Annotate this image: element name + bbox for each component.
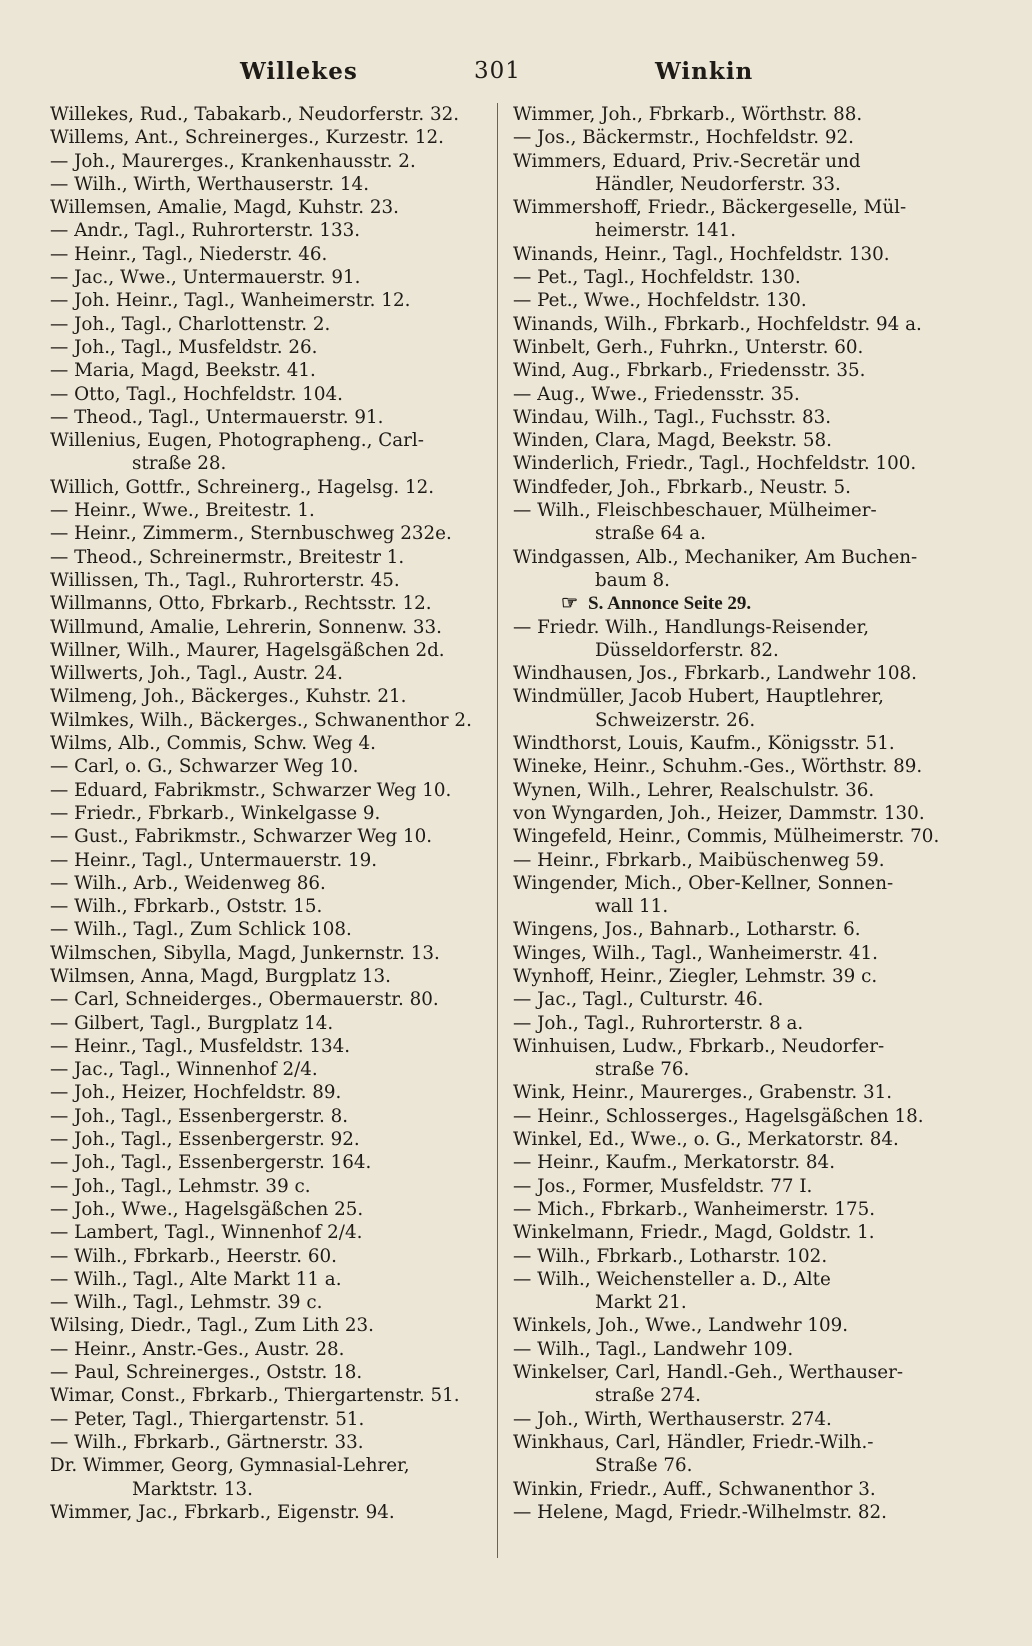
directory-entry: Wink, Heinr., Maurerges., Grabenstr. 31. xyxy=(513,1082,893,1104)
directory-entry: Willems, Ant., Schreinerges., Kurzestr. 12. xyxy=(50,127,444,149)
directory-entry: — Heinr., Fbrkarb., Maibüschenweg 59. xyxy=(513,849,885,871)
directory-entry: — Wilh., Weichensteller a. D., Alte xyxy=(513,1268,831,1290)
directory-entry-continuation: straße 28. xyxy=(132,453,227,475)
directory-entry: — Andr., Tagl., Ruhrorterstr. 133. xyxy=(50,220,361,242)
directory-entry: — Joh., Tagl., Charlottenstr. 2. xyxy=(50,313,331,335)
directory-entry: — Joh., Heizer, Hochfeldstr. 89. xyxy=(50,1082,342,1104)
directory-entry: — Wilh., Fbrkarb., Heerstr. 60. xyxy=(50,1245,337,1267)
directory-entry-continuation: Straße 76. xyxy=(595,1455,693,1477)
directory-entry: — Friedr. Wilh., Handlungs-Reisender, xyxy=(513,616,870,638)
directory-entry-continuation: wall 11. xyxy=(595,896,669,918)
directory-entry: Windthorst, Louis, Kaufm., Königsstr. 51. xyxy=(513,733,895,755)
directory-entry: Willekes, Rud., Tabakarb., Neudorferstr. 32. xyxy=(50,104,460,125)
directory-entry: — Otto, Tagl., Hochfeldstr. 104. xyxy=(50,383,343,405)
directory-entry: Willwerts, Joh., Tagl., Austr. 24. xyxy=(50,663,343,685)
directory-entry: Windau, Wilh., Tagl., Fuchsstr. 83. xyxy=(513,406,832,428)
directory-entry: Wimmer, Jac., Fbrkarb., Eigenstr. 94. xyxy=(50,1501,395,1523)
directory-entry: — Wilh., Wirth, Werthauserstr. 14. xyxy=(50,173,370,195)
directory-entry: Winkels, Joh., Wwe., Landwehr 109. xyxy=(513,1315,849,1337)
directory-entry: Willmanns, Otto, Fbrkarb., Rechtsstr. 12. xyxy=(50,593,432,615)
directory-entry: — Joh., Tagl., Lehmstr. 39 c. xyxy=(50,1175,311,1197)
directory-entry: — Wilh., Tagl., Landwehr 109. xyxy=(513,1338,794,1360)
directory-entry: — Lambert, Tagl., Winnenhof 2/4. xyxy=(50,1222,363,1244)
directory-entry: — Joh., Wirth, Werthauserstr. 274. xyxy=(513,1408,832,1430)
directory-entry: — Heinr., Tagl., Musfeldstr. 134. xyxy=(50,1035,351,1057)
directory-entry-continuation: heimerstr. 141. xyxy=(595,220,737,242)
directory-entry: Winbelt, Gerh., Fuhrkn., Unterstr. 60. xyxy=(513,336,864,358)
directory-entry: — Jac., Tagl., Winnenhof 2/4. xyxy=(50,1059,318,1081)
directory-entry: Wilmschen, Sibylla, Magd, Junkernstr. 13. xyxy=(50,942,440,964)
directory-entry: Windgassen, Alb., Mechaniker, Am Buchen- xyxy=(513,546,918,568)
directory-entry: — Heinr., Zimmerm., Sternbuschweg 232e. xyxy=(50,523,452,545)
directory-entry: Wind, Aug., Fbrkarb., Friedensstr. 35. xyxy=(513,360,866,382)
directory-entry: — Wilh., Fbrkarb., Lotharstr. 102. xyxy=(513,1245,828,1267)
directory-entry: — Gilbert, Tagl., Burgplatz 14. xyxy=(50,1012,334,1034)
directory-entry: — Paul, Schreinerges., Oststr. 18. xyxy=(50,1362,363,1384)
directory-entry: Willemsen, Amalie, Magd, Kuhstr. 23. xyxy=(50,197,399,219)
directory-entry: Willmund, Amalie, Lehrerin, Sonnenw. 33. xyxy=(50,616,442,638)
directory-entry: — Heinr., Schlosserges., Hagelsgäßchen 18. xyxy=(513,1105,924,1127)
right-column xyxy=(513,103,953,1524)
directory-entry: — Heinr., Kaufm., Merkatorstr. 84. xyxy=(513,1152,835,1174)
directory-entry: — Wilh., Fleischbeschauer, Mülheimer- xyxy=(513,500,877,522)
directory-entry: Winhuisen, Ludw., Fbrkarb., Neudorfer- xyxy=(513,1035,885,1057)
annonce-reference xyxy=(513,592,953,615)
directory-entry: Willner, Wilh., Maurer, Hagelsgäßchen 2d. xyxy=(50,639,445,661)
directory-entry: — Friedr., Fbrkarb., Winkelgasse 9. xyxy=(50,802,381,824)
directory-entry: — Joh., Tagl., Essenbergerstr. 8. xyxy=(50,1105,349,1127)
directory-entry: — Maria, Magd, Beekstr. 41. xyxy=(50,360,316,382)
directory-entry: — Joh., Wwe., Hagelsgäßchen 25. xyxy=(50,1198,364,1220)
page-number: 301 xyxy=(474,58,521,84)
directory-entry: — Heinr., Tagl., Untermauerstr. 19. xyxy=(50,849,378,871)
directory-entry: — Helene, Magd, Friedr.-Wilhelmstr. 82. xyxy=(513,1501,887,1523)
directory-entry: — Wilh., Tagl., Lehmstr. 39 c. xyxy=(50,1292,323,1314)
directory-entry: — Theod., Schreinermstr., Breitestr 1. xyxy=(50,546,405,568)
directory-entry: Wilmkes, Wilh., Bäckerges., Schwanenthor 2. xyxy=(50,709,472,731)
annonce-text: S. Annonce Seite 29. xyxy=(588,593,752,615)
directory-entry: Winands, Wilh., Fbrkarb., Hochfeldstr. 94 a. xyxy=(513,313,922,335)
directory-entry: — Pet., Wwe., Hochfeldstr. 130. xyxy=(513,290,807,312)
directory-entry: — Jac., Tagl., Culturstr. 46. xyxy=(513,989,764,1011)
directory-entry: Windmüller, Jacob Hubert, Hauptlehrer, xyxy=(513,686,884,708)
directory-entry: Wilms, Alb., Commis, Schw. Weg 4. xyxy=(50,733,376,755)
directory-entry: Dr. Wimmer, Georg, Gymnasial-Lehrer, xyxy=(50,1455,410,1477)
pointing-hand-icon: ☞ xyxy=(561,593,579,615)
directory-entry: — Pet., Tagl., Hochfeldstr. 130. xyxy=(513,267,801,289)
directory-entry: — Joh., Tagl., Musfeldstr. 26. xyxy=(50,336,318,358)
directory-entry-continuation: straße 64 a. xyxy=(595,523,706,545)
directory-entry: — Jac., Wwe., Untermauerstr. 91. xyxy=(50,267,361,289)
header-last-entry: Winkin xyxy=(655,58,754,85)
directory-entry: — Joh., Tagl., Essenbergerstr. 92. xyxy=(50,1129,360,1151)
directory-entry: — Wilh., Fbrkarb., Oststr. 15. xyxy=(50,896,323,918)
directory-entry: — Peter, Tagl., Thiergartenstr. 51. xyxy=(50,1408,365,1430)
directory-entry: — Wilh., Arb., Weidenweg 86. xyxy=(50,872,326,894)
directory-entry: — Joh., Maurerges., Krankenhausstr. 2. xyxy=(50,150,416,172)
directory-entry: Wilsing, Diedr., Tagl., Zum Lith 23. xyxy=(50,1315,374,1337)
directory-entry: Willissen, Th., Tagl., Ruhrorterstr. 45. xyxy=(50,569,400,591)
directory-entry: Winkel, Ed., Wwe., o. G., Merkatorstr. 84. xyxy=(513,1129,899,1151)
directory-entry-continuation: straße 76. xyxy=(595,1059,690,1081)
directory-entry: — Heinr., Anstr.-Ges., Austr. 28. xyxy=(50,1338,345,1360)
directory-entry: Willenius, Eugen, Photographeng., Carl- xyxy=(50,430,424,452)
directory-entry: — Aug., Wwe., Friedensstr. 35. xyxy=(513,383,800,405)
directory-entry: Wilmsen, Anna, Magd, Burgplatz 13. xyxy=(50,965,391,987)
directory-entry: — Carl, Schneiderges., Obermauerstr. 80. xyxy=(50,989,439,1011)
directory-entry: Wingens, Jos., Bahnarb., Lotharstr. 6. xyxy=(513,919,861,941)
directory-entry-continuation: Händler, Neudorferstr. 33. xyxy=(595,173,841,195)
directory-entry: von Wyngarden, Joh., Heizer, Dammstr. 130. xyxy=(513,802,925,824)
directory-entry: Wilmeng, Joh., Bäckerges., Kuhstr. 21. xyxy=(50,686,407,708)
directory-entry: — Heinr., Tagl., Niederstr. 46. xyxy=(50,243,328,265)
directory-entry: — Joh., Tagl., Essenbergerstr. 164. xyxy=(50,1152,372,1174)
left-column xyxy=(50,103,490,1524)
directory-entry: — Gust., Fabrikmstr., Schwarzer Weg 10. xyxy=(50,826,433,848)
directory-entry: Wineke, Heinr., Schuhm.-Ges., Wörthstr. 89. xyxy=(513,756,923,778)
directory-entry: Winderlich, Friedr., Tagl., Hochfeldstr. 100. xyxy=(513,453,917,475)
directory-entry: Wingefeld, Heinr., Commis, Mülheimerstr. 70. xyxy=(513,826,940,848)
directory-entry: Winkhaus, Carl, Händler, Friedr.-Wilh.- xyxy=(513,1431,874,1453)
directory-entry: — Joh. Heinr., Tagl., Wanheimerstr. 12. xyxy=(50,290,411,312)
directory-entry: Winands, Heinr., Tagl., Hochfeldstr. 130. xyxy=(513,243,890,265)
directory-entry: Wimmershoff, Friedr., Bäckergeselle, Mül- xyxy=(513,197,907,219)
directory-entry-continuation: baum 8. xyxy=(595,569,670,591)
directory-entry: — Theod., Tagl., Untermauerstr. 91. xyxy=(50,406,384,428)
directory-entry: — Joh., Tagl., Ruhrorterstr. 8 a. xyxy=(513,1012,804,1034)
directory-entry-continuation: Düsseldorferstr. 82. xyxy=(595,639,779,661)
header-first-entry: Willekes xyxy=(240,58,358,85)
directory-entry: Wimar, Const., Fbrkarb., Thiergartenstr. 51. xyxy=(50,1385,460,1407)
directory-entry: — Heinr., Wwe., Breitestr. 1. xyxy=(50,500,315,522)
directory-entry: — Mich., Fbrkarb., Wanheimerstr. 175. xyxy=(513,1198,876,1220)
directory-entry: — Wilh., Tagl., Zum Schlick 108. xyxy=(50,919,352,941)
directory-entry: Wimmer, Joh., Fbrkarb., Wörthstr. 88. xyxy=(513,104,863,125)
directory-entry: Winkelmann, Friedr., Magd, Goldstr. 1. xyxy=(513,1222,875,1244)
directory-entry: Willich, Gottfr., Schreinerg., Hagelsg. 12. xyxy=(50,476,435,498)
directory-entry: — Carl, o. G., Schwarzer Weg 10. xyxy=(50,756,359,778)
directory-entry: Winkin, Friedr., Auff., Schwanenthor 3. xyxy=(513,1478,876,1500)
directory-entry-continuation: Markt 21. xyxy=(595,1292,687,1314)
directory-entry: — Jos., Former, Musfeldstr. 77 I. xyxy=(513,1175,813,1197)
directory-entry-continuation: straße 274. xyxy=(595,1385,701,1407)
directory-entry: Winkelser, Carl, Handl.-Geh., Werthauser- xyxy=(513,1362,904,1384)
directory-entry: Windhausen, Jos., Fbrkarb., Landwehr 108. xyxy=(513,663,917,685)
directory-entry: — Wilh., Tagl., Alte Markt 11 a. xyxy=(50,1268,342,1290)
directory-entry-continuation: Marktstr. 13. xyxy=(132,1478,253,1500)
directory-entry: Wimmers, Eduard, Priv.-Secretär und xyxy=(513,150,861,172)
directory-entry: Wingender, Mich., Ober-Kellner, Sonnen- xyxy=(513,872,894,894)
page-header xyxy=(0,58,1032,98)
directory-entry: Windfeder, Joh., Fbrkarb., Neustr. 5. xyxy=(513,476,851,498)
column-divider xyxy=(497,103,498,1558)
directory-entry: Wynhoff, Heinr., Ziegler, Lehmstr. 39 c. xyxy=(513,965,878,987)
directory-entry: — Eduard, Fabrikmstr., Schwarzer Weg 10. xyxy=(50,779,452,801)
directory-entry: — Jos., Bäckermstr., Hochfeldstr. 92. xyxy=(513,127,854,149)
directory-entry: Winden, Clara, Magd, Beekstr. 58. xyxy=(513,430,832,452)
directory-entry: — Wilh., Fbrkarb., Gärtnerstr. 33. xyxy=(50,1431,364,1453)
directory-entry: Winges, Wilh., Tagl., Wanheimerstr. 41. xyxy=(513,942,878,964)
directory-entry-continuation: Schweizerstr. 26. xyxy=(595,709,756,731)
directory-entry: Wynen, Wilh., Lehrer, Realschulstr. 36. xyxy=(513,779,875,801)
